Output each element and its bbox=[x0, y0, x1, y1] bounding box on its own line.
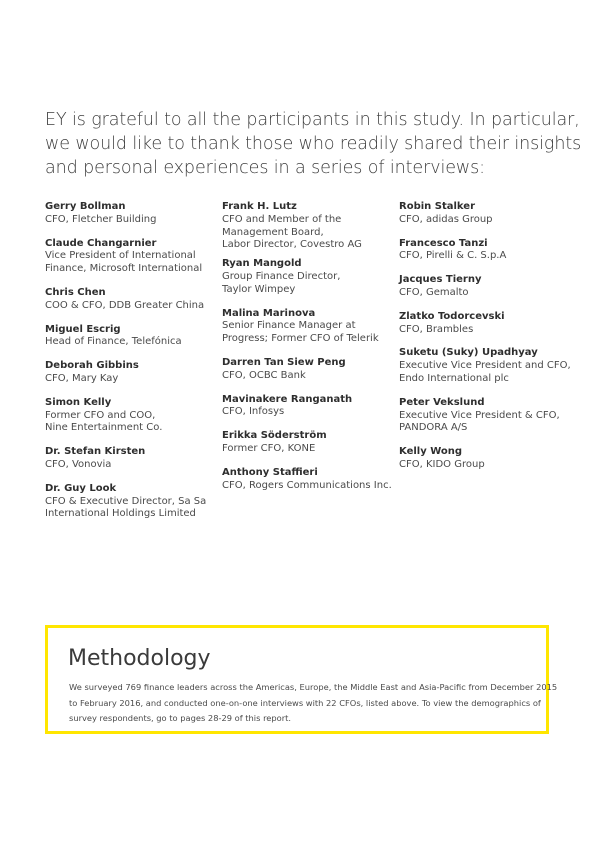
participant-entry bbox=[399, 446, 571, 472]
participant-entry bbox=[399, 238, 571, 264]
participant-role: CFO, Gemalto bbox=[399, 286, 469, 298]
participant-name: Dr. Stefan Kirsten bbox=[45, 446, 146, 458]
participant-name: Chris Chen bbox=[45, 286, 106, 298]
participant-role: Executive Vice President & CFO, bbox=[399, 409, 560, 421]
participant-role: CFO, Rogers Communications Inc. bbox=[222, 479, 392, 491]
participant-role: CFO, OCBC Bank bbox=[222, 369, 306, 381]
participant-role: CFO & Executive Director, Sa Sa bbox=[45, 495, 207, 507]
participant-entry bbox=[399, 347, 571, 385]
participant-role: Executive Vice President and CFO, bbox=[399, 360, 571, 372]
participant-name: Ryan Mangold bbox=[222, 258, 302, 270]
participant-entry bbox=[45, 360, 206, 386]
participant-entry bbox=[45, 201, 206, 227]
participant-name: Deborah Gibbins bbox=[45, 360, 139, 372]
participant-name: Gerry Bollman bbox=[45, 201, 126, 212]
methodology-box bbox=[45, 625, 558, 734]
participant-name: Dr. Guy Look bbox=[45, 482, 117, 494]
participant-role: Management Board, bbox=[222, 226, 324, 238]
intro-line: EY is grateful to all the participants in this study. In particular, bbox=[45, 110, 580, 130]
participant-role: CFO and Member of the bbox=[222, 213, 342, 225]
participant-role: Senior Finance Manager at bbox=[222, 320, 356, 332]
participant-role: Endo International plc bbox=[399, 372, 509, 384]
participant-role: COO & CFO, DDB Greater China bbox=[45, 299, 205, 311]
participant-role: Former CFO and COO, bbox=[45, 409, 156, 421]
participant-entry bbox=[399, 311, 571, 337]
participant-role: Taylor Wimpey bbox=[222, 283, 296, 295]
participants-column-2 bbox=[222, 201, 392, 492]
participant-role: International Holdings Limited bbox=[45, 508, 196, 520]
intro-line: we would like to thank those who readily shared their insights bbox=[45, 134, 582, 154]
participant-role: CFO, Infosys bbox=[222, 406, 285, 418]
participant-role: CFO, Pirelli & C. S.p.A bbox=[399, 250, 507, 262]
participant-name: Miguel Escrig bbox=[45, 323, 121, 335]
participant-entry bbox=[45, 324, 206, 350]
participant-role: CFO, Fletcher Building bbox=[45, 213, 157, 225]
intro-paragraph bbox=[45, 108, 582, 180]
participant-name: Claude Changarnier bbox=[45, 237, 157, 249]
participant-role: Group Finance Director, bbox=[222, 270, 341, 282]
participant-name: Jacques Tierny bbox=[399, 274, 482, 286]
participant-entry bbox=[45, 238, 206, 276]
participant-name: Zlatko Todorcevski bbox=[399, 310, 505, 322]
participant-entry bbox=[45, 397, 206, 435]
participant-role: Progress; Former CFO of Telerik bbox=[222, 333, 379, 345]
participant-entry bbox=[222, 308, 392, 346]
participant-name: Simon Kelly bbox=[45, 396, 112, 408]
intro-line: and personal experiences in a series of interviews: bbox=[45, 158, 485, 178]
participant-role: Vice President of International bbox=[45, 250, 196, 262]
participant-role: CFO, Vonovia bbox=[45, 458, 112, 470]
participant-role: Finance, Microsoft International bbox=[45, 263, 203, 275]
participants-column-1 bbox=[45, 201, 206, 521]
methodology-line: to February 2016, and conducted one-on-one interviews with 22 CFOs, listed above. To view the demographics of bbox=[69, 697, 541, 708]
participant-entry bbox=[45, 446, 206, 472]
participants-column-3 bbox=[399, 201, 571, 472]
participant-entry bbox=[399, 274, 571, 300]
participant-entry bbox=[222, 467, 392, 493]
participant-name: Francesco Tanzi bbox=[399, 237, 488, 249]
participant-entry bbox=[222, 394, 392, 420]
participant-role: CFO, KIDO Group bbox=[399, 458, 485, 470]
methodology-title: Methodology bbox=[68, 646, 211, 671]
methodology-line: survey respondents, go to pages 28-29 of this report. bbox=[69, 713, 292, 723]
participant-entry bbox=[45, 483, 206, 521]
participant-role: CFO, adidas Group bbox=[399, 213, 493, 225]
participant-name: Malina Marinova bbox=[222, 307, 316, 319]
participant-entry bbox=[399, 201, 571, 227]
participant-entry bbox=[45, 287, 206, 313]
participant-name: Suketu (Suky) Upadhyay bbox=[399, 347, 538, 359]
participant-entry bbox=[222, 357, 392, 383]
methodology-line: We surveyed 769 finance leaders across the Americas, Europe, the Middle East and Asia-Pacific from December 2015 bbox=[69, 682, 558, 692]
participant-name: Mavinakere Ranganath bbox=[222, 393, 353, 405]
methodology-text bbox=[69, 680, 558, 727]
participant-role: CFO, Brambles bbox=[399, 323, 474, 335]
participant-role: Nine Entertainment Co. bbox=[45, 422, 163, 434]
participant-name: Darren Tan Siew Peng bbox=[222, 356, 346, 368]
participant-role: Labor Director, Covestro AG bbox=[222, 239, 362, 251]
participant-role: CFO, Mary Kay bbox=[45, 372, 119, 384]
participant-role: PANDORA A/S bbox=[399, 422, 468, 434]
participant-entry bbox=[222, 258, 392, 296]
participant-name: Peter Vekslund bbox=[399, 396, 485, 408]
participant-role: Former CFO, KONE bbox=[222, 442, 316, 454]
participant-name: Erikka Söderström bbox=[222, 430, 327, 442]
participant-entry bbox=[222, 201, 392, 252]
participant-name: Anthony Staffieri bbox=[222, 466, 318, 478]
participant-name: Robin Stalker bbox=[399, 201, 476, 212]
participant-role: Head of Finance, Telefónica bbox=[45, 336, 182, 348]
participant-name: Frank H. Lutz bbox=[222, 201, 297, 212]
participant-entry bbox=[399, 397, 571, 435]
participant-name: Kelly Wong bbox=[399, 446, 463, 458]
participant-entry bbox=[222, 430, 392, 456]
